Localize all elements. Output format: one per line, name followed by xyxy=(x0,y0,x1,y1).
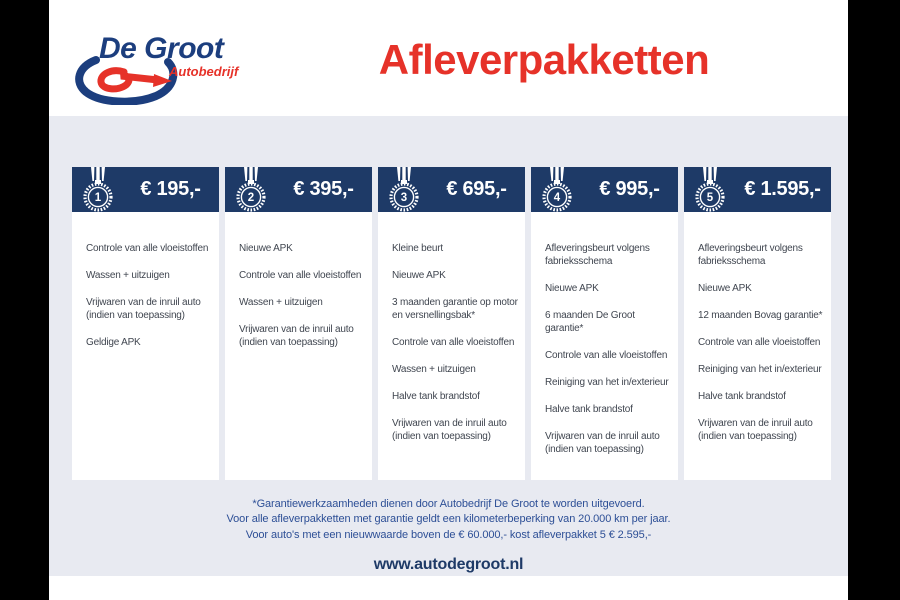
package-feature-list xyxy=(684,212,831,443)
package-feature: Controle van alle vloeistoffen xyxy=(239,270,362,281)
company-logo xyxy=(72,30,262,105)
header xyxy=(49,0,848,116)
package-feature: Nieuwe APK xyxy=(239,243,293,254)
package-feature: Vrijwaren van de inruil auto (indien van toepassing) xyxy=(698,418,813,442)
package-card-header xyxy=(531,167,678,212)
package-feature-list xyxy=(225,212,372,349)
package-feature: Vrijwaren van de inruil auto (indien van toepassing) xyxy=(392,418,507,442)
package-card xyxy=(225,167,372,480)
package-price: € 995,- xyxy=(599,178,660,200)
logo-subtitle: Autobedrijf xyxy=(169,64,239,79)
medal-icon xyxy=(388,167,422,213)
package-feature: Reiniging van het in/exterieur xyxy=(698,364,822,375)
package-feature: Halve tank brandstof xyxy=(698,391,786,402)
package-card xyxy=(378,167,525,480)
flyer-page xyxy=(49,0,848,600)
svg-text:2: 2 xyxy=(247,191,255,204)
package-feature: Controle van alle vloeistoffen xyxy=(392,337,515,348)
footnote-line: *Garantiewerkzaamheden dienen door Autobedrijf De Groot te worden uitgevoerd. xyxy=(252,498,645,510)
package-feature: Controle van alle vloeistoffen xyxy=(86,243,209,254)
package-feature: Controle van alle vloeistoffen xyxy=(545,350,668,361)
medal-icon xyxy=(235,167,269,213)
package-feature-list xyxy=(72,212,219,349)
svg-text:5: 5 xyxy=(706,191,714,204)
package-feature: Wassen + uitzuigen xyxy=(239,297,323,308)
svg-text:4: 4 xyxy=(553,191,561,204)
svg-text:1: 1 xyxy=(94,191,102,204)
package-feature: Nieuwe APK xyxy=(545,283,599,294)
footnote-line: Voor auto's met een nieuwwaarde boven de € 60.000,- kost afleverpakket 5 € 2.595,- xyxy=(245,528,652,541)
package-feature: Afleveringsbeurt volgens fabrieksschema xyxy=(698,243,803,267)
package-card-header xyxy=(378,167,525,212)
package-card xyxy=(531,167,678,480)
package-card-header xyxy=(72,167,219,212)
package-feature: Wassen + uitzuigen xyxy=(392,364,476,375)
package-feature: Afleveringsbeurt volgens fabrieksschema xyxy=(545,243,650,267)
package-card xyxy=(72,167,219,480)
package-feature: Controle van alle vloeistoffen xyxy=(698,337,821,348)
package-feature: Geldige APK xyxy=(86,337,141,348)
package-feature: Reiniging van het in/exterieur xyxy=(545,377,669,388)
package-feature: Vrijwaren van de inruil auto (indien van toepassing) xyxy=(86,297,201,321)
package-price: € 395,- xyxy=(293,178,354,200)
package-feature: Vrijwaren van de inruil auto (indien van toepassing) xyxy=(545,431,660,455)
footnotes xyxy=(49,497,848,543)
website-link[interactable]: www.autodegroot.nl xyxy=(373,556,524,573)
package-feature: Wassen + uitzuigen xyxy=(86,270,170,281)
package-feature: Nieuwe APK xyxy=(392,270,446,281)
medal-icon xyxy=(82,167,116,213)
package-feature: Halve tank brandstof xyxy=(392,391,480,402)
footnote-line: Voor alle afleverpakketten met garantie geldt een kilometerbeperking van 20.000 km per jaar. xyxy=(226,513,671,526)
package-cards xyxy=(72,167,831,480)
package-feature-list xyxy=(378,212,525,443)
package-card xyxy=(684,167,831,480)
package-feature: Kleine beurt xyxy=(392,243,443,254)
package-feature-list xyxy=(531,212,678,456)
letterbox-right xyxy=(848,0,900,600)
package-feature: 3 maanden garantie op motor en versnellingsbak* xyxy=(392,297,518,321)
medal-icon xyxy=(541,167,575,213)
package-feature: Vrijwaren van de inruil auto (indien van toepassing) xyxy=(239,324,354,348)
medal-icon xyxy=(694,167,728,213)
logo-name: De Groot xyxy=(99,32,224,65)
package-price: € 195,- xyxy=(140,178,201,200)
packages-panel xyxy=(49,116,848,576)
page-title: Afleverpakketten xyxy=(378,36,710,83)
package-card-header xyxy=(225,167,372,212)
package-price: € 695,- xyxy=(446,178,507,200)
svg-text:3: 3 xyxy=(400,191,408,204)
package-feature: Nieuwe APK xyxy=(698,283,752,294)
package-feature: Halve tank brandstof xyxy=(545,404,633,415)
package-feature: 6 maanden De Groot garantie* xyxy=(545,310,635,334)
package-card-header xyxy=(684,167,831,212)
package-price: € 1.595,- xyxy=(744,178,821,200)
letterbox-left xyxy=(0,0,49,600)
package-feature: 12 maanden Bovag garantie* xyxy=(698,310,823,321)
